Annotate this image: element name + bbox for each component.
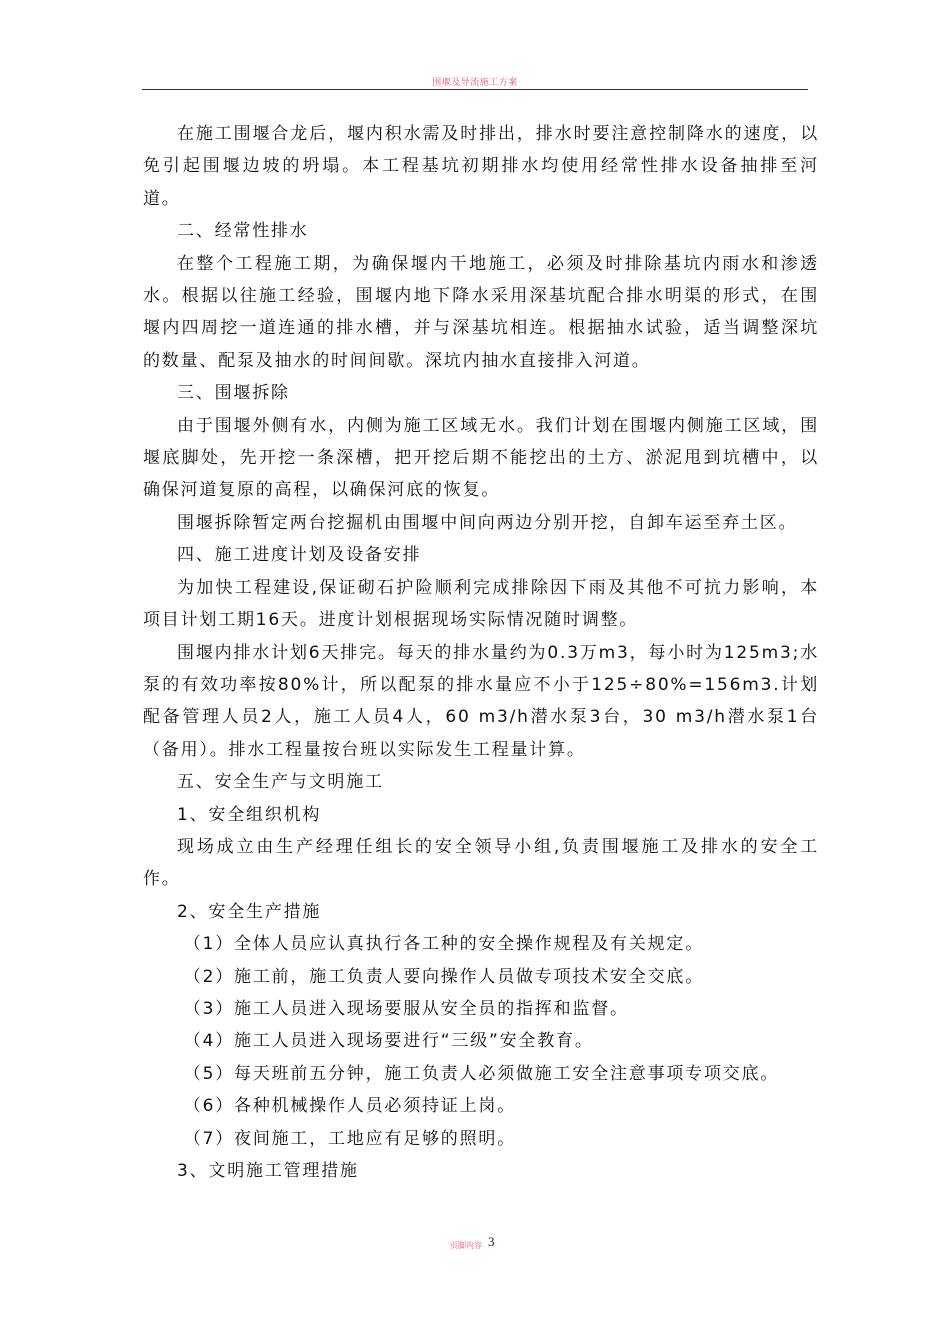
page-header-title: 围堰及导流施工方案 [432, 78, 518, 88]
page-footer [450, 1234, 510, 1258]
list-item: （3）施工人员进入现场要服从安全员的指挥和监督。 [183, 998, 629, 1019]
paragraph: 围堰拆除暂定两台挖掘机由围堰中间向两边分别开挖，自卸车运至弃土区。 [177, 512, 798, 533]
subsection-heading: 3、文明施工管理措施 [177, 1161, 359, 1181]
paragraph: 在整个工程施工期，为确保堰内干地施工，必须及时排除基坑内雨水和渗透水。根据以往施工经验，围堰内地下降水采用深基坑配合排水明渠的形式，在围堰内四周挖一道连通的排水槽，并与深基坑相连。根据抽水试验，适当调整深坑的数量、配泵及抽水的时间间歇。深坑内抽水直接排入河道。 [143, 253, 819, 371]
list-item: （6）各种机械操作人员必须持证上岗。 [183, 1096, 517, 1117]
page-number: 3 [488, 1234, 495, 1249]
list-item: （7）夜间施工，工地应有足够的照明。 [183, 1128, 517, 1149]
subsection-heading: 1、安全组织机构 [177, 804, 322, 825]
list-item: （1）全体人员应认真执行各工种的安全操作规程及有关规定。 [183, 934, 705, 955]
paragraph: 围堰内排水计划6天排完。每天的排水量约为0.3万m3，每小时为125m3;水泵的有效功率按80%计，所以配泵的排水量应不小于125÷80%=156m3.计划配备管理人员2人，施工人员4人，60 m3/h潜水泵3台，30 m3/h潜水泵1台（备用）。排水工程量按台班以实际发生工程量计算。 [143, 642, 819, 760]
list-item: （4）施工人员进入现场要进行“三级”安全教育。 [183, 1031, 594, 1052]
section-heading: 二、经常性排水 [177, 221, 309, 242]
section-heading: 三、围堰拆除 [177, 383, 290, 404]
document-body [143, 118, 819, 1187]
paragraph: 现场成立由生产经理任组长的安全领导小组,负责围堰施工及排水的安全工作。 [143, 836, 819, 890]
list-item: （5）每天班前五分钟，施工负责人必须做施工安全注意事项专项交底。 [183, 1063, 780, 1084]
paragraph: 由于围堰外侧有水，内侧为施工区域无水。我们计划在围堰内侧施工区域，围堰底脚处，先开挖一条深槽，把开挖后期不能挖出的土方、淤泥甩到坑槽中，以确保河道复原的高程，以确保河底的恢复。 [143, 415, 819, 501]
footer-label: 页脚内容 [450, 1241, 482, 1250]
paragraph: 为加快工程建设,保证砌石护险顺利完成排除因下雨及其他不可抗力影响，本项目计划工期16天。进度计划根据现场实际情况随时调整。 [143, 577, 819, 631]
subsection-heading: 2、安全生产措施 [177, 901, 322, 922]
section-heading: 四、施工进度计划及设备安排 [177, 545, 422, 566]
header-divider [142, 89, 808, 90]
section-heading: 五、安全生产与文明施工 [177, 772, 384, 793]
paragraph: 在施工围堰合龙后，堰内积水需及时排出，排水时要注意控制降水的速度，以免引起围堰边坡的坍塌。本工程基坑初期排水均使用经常性排水设备抽排至河道。 [143, 124, 819, 209]
list-item: （2）施工前，施工负责人要向操作人员做专项技术安全交底。 [183, 966, 705, 987]
